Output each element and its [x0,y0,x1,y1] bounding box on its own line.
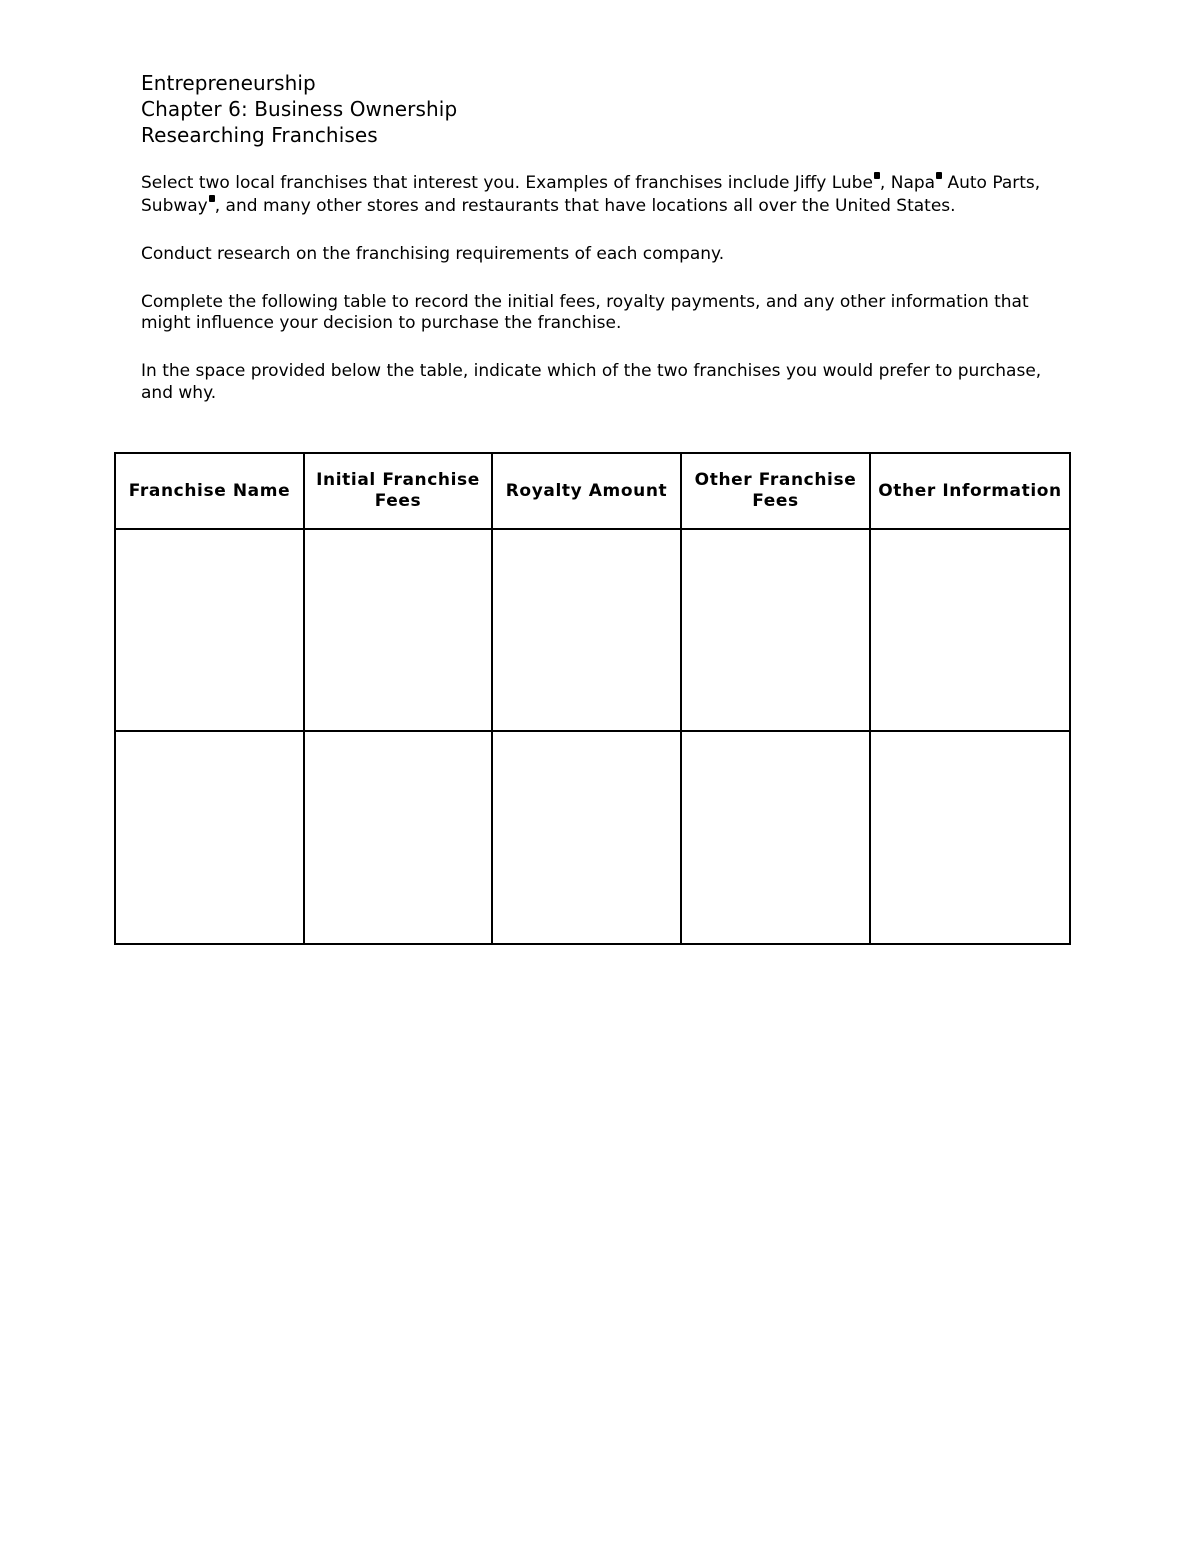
table-cell-other-fees[interactable] [681,731,870,944]
column-header-franchise-name: Franchise Name [115,453,304,529]
column-header-other-information: Other Information [870,453,1070,529]
table-cell-initial-fees[interactable] [304,529,492,731]
course-title: Entrepreneurship [141,71,316,95]
instruction-text: , and many other stores and restaurants that have locations all over the United States. [214,195,956,216]
table-row [115,529,1070,731]
activity-title: Researching Franchises [141,123,378,147]
table-cell-other-fees[interactable] [681,529,870,731]
franchise-table [114,452,1071,945]
instruction-text: Select two local franchises that interest you. Examples of franchises include Jiffy Lube [141,173,873,193]
table-cell-initial-fees[interactable] [304,731,492,944]
document-heading [141,70,1081,148]
table-cell-other-information[interactable] [870,731,1070,944]
instruction-paragraph-research: Conduct research on the franchising requirements of each company. [141,243,725,264]
table-cell-franchise-name[interactable] [115,731,304,944]
chapter-title: Chapter 6: Business Ownership [141,97,458,121]
column-header-other-fees: Other Franchise Fees [681,453,870,529]
table-cell-franchise-name[interactable] [115,529,304,731]
table-cell-other-information[interactable] [870,529,1070,731]
table-cell-royalty-amount[interactable] [492,529,681,731]
table-row [115,731,1070,944]
instruction-paragraph-complete: Complete the following table to record the initial fees, royalty payments, and any other information that might influence your decision to purchase the franchise. [141,291,1029,333]
instruction-text: Auto Parts, Subway [141,173,1041,216]
table-cell-royalty-amount[interactable] [492,731,681,944]
instructions [141,172,1066,431]
column-header-initial-fees: Initial Franchise Fees [304,453,492,529]
instruction-paragraph-select [141,172,1066,217]
instruction-text: , Napa [879,173,936,193]
table-header-row [115,453,1070,529]
column-header-royalty-amount: Royalty Amount [492,453,681,529]
instruction-paragraph-space: In the space provided below the table, indicate which of the two franchises you would prefer to purchase, and why. [141,361,1042,403]
